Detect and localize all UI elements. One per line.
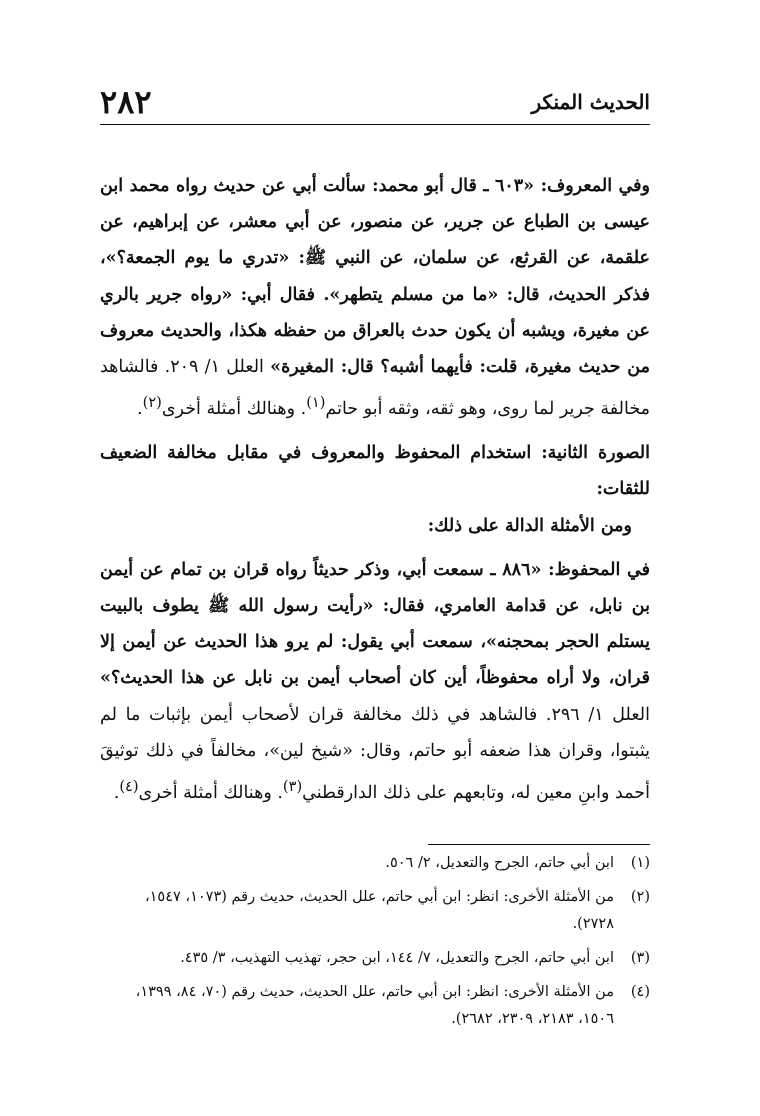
footnote-number: (٤) bbox=[630, 984, 650, 1000]
quote-text: وفي المعروف: «٦٠٣ ـ قال أبو محمد: سألت أبي عن حديث رواه محمد ابن عيسى بن الطباع عن جرير، عن منصور، عن أبي معشر، عن إبراهيم، عن علقمة، عن القرثع، عن سلمان، عن النبي ﷺ: «تدري ما يوم الجمعة؟»، فذكر الحديث، قال: «ما من مسلم يتطهر». فقال أبي: «رواه جرير بالري عن مغيرة، ويشبه أن يكون حدث بالعراق من حفظه هكذا، والحديث معروف من حديث مغيرة، قلت: فأيهما أشبه؟ قال: المغيرة» bbox=[100, 176, 650, 378]
commentary-text: العلل ١/ ٢٠٩. فالشاهد مخالفة جرير لما روى، وهو ثقه، وثقه أبو حاتم bbox=[100, 357, 650, 420]
footnote-number: (١) bbox=[630, 855, 650, 871]
footnote-divider bbox=[428, 844, 650, 845]
examples-intro: ومن الأمثلة الدالة على ذلك: bbox=[427, 515, 632, 536]
commentary-text: العلل ١/ ٢٩٦. فالشاهد في ذلك مخالفة قران لأصحاب أيمن بإثبات ما لم يثبتوا، وقران هذا ضعفه أبو حاتم، وقال: «شيخ لين»، مخالفاً في ذلك توثيقَ أحمد وابنِ معين له، وتابعهم على ذلك الدارقطني bbox=[100, 704, 650, 803]
paragraph-example-mahfouz bbox=[100, 552, 650, 811]
commentary-text: . وهنالك أمثلة أخرى bbox=[138, 782, 283, 803]
footnote-text: ابن أبي حاتم، الجرح والتعديل، ٧/ ١٤٤، ابن حجر، تهذيب التهذيب، ٣/ ٤٣٥. bbox=[180, 950, 614, 966]
main-text bbox=[100, 168, 650, 819]
footnote-ref: (١) bbox=[306, 394, 326, 412]
footnotes bbox=[100, 850, 650, 1040]
footnote-text: من الأمثلة الأخرى: انظر: ابن أبي حاتم، علل الحديث، حديث رقم (١٠٧٣، ١٥٤٧، ٢٧٢٨). bbox=[144, 889, 614, 932]
period: . bbox=[137, 399, 143, 420]
footnote-text: من الأمثلة الأخرى: انظر: ابن أبي حاتم، علل الحديث، حديث رقم (٧٠، ٨٤، ١٣٩٩، ١٥٠٦، ٢١٨٣، ٢٣٠٩، ٢٦٨٢). bbox=[135, 984, 614, 1027]
footnote bbox=[100, 850, 650, 877]
footnote-ref: (٣) bbox=[282, 778, 303, 796]
page-header bbox=[100, 80, 650, 120]
paragraph-example-marouf bbox=[100, 168, 650, 427]
footnote-number: (٢) bbox=[630, 889, 650, 905]
quote-text: في المحفوظ: «٨٨٦ ـ سمعت أبي، وذكر حديثاً رواه قران بن تمام عن أيمن بن نابل، عن قدامة العامري، فقال: «رأيت رسول الله ﷺ يطوف بالبيت يستلم الحجر بمحجنه»، سمعت أبي يقول: لم يرو هذا الحديث عن أيمن إلا قران، ولا أراه محفوظاً، أين كان أصحاب أيمن بن نابل عن هذا الحديث؟» bbox=[100, 559, 650, 689]
footnote-text: ابن أبي حاتم، الجرح والتعديل، ٢/ ٥٠٦. bbox=[385, 855, 614, 871]
footnote bbox=[100, 979, 650, 1033]
footnote-ref: (٢) bbox=[142, 394, 162, 412]
footnote-number: (٣) bbox=[630, 950, 650, 966]
commentary-text: . وهنالك أمثلة أخرى bbox=[161, 399, 307, 420]
page-number: ٢٨٢ bbox=[100, 83, 152, 121]
section-heading: الصورة الثانية: استخدام المحفوظ والمعروف في مقابل مخالفة الضعيف للثقات: bbox=[100, 443, 650, 500]
running-title: الحديث المنكر bbox=[531, 90, 650, 114]
header-divider bbox=[100, 124, 650, 125]
footnote-ref: (٤) bbox=[119, 778, 139, 796]
footnote bbox=[100, 945, 650, 972]
footnote bbox=[100, 884, 650, 938]
period: . bbox=[113, 782, 120, 803]
